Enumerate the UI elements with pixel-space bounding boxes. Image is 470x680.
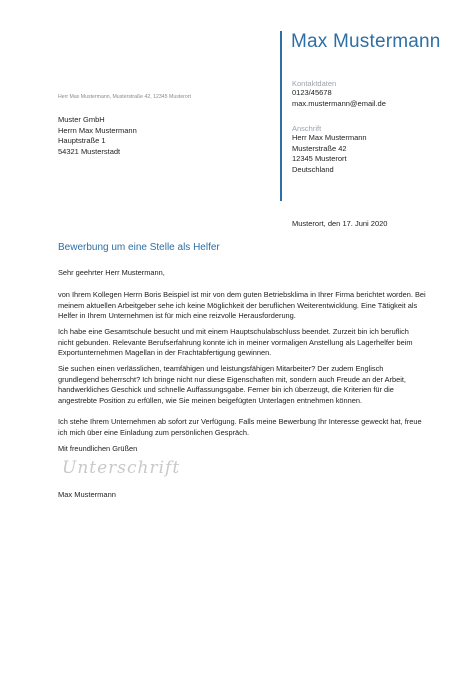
recipient-company: Muster GmbH (58, 115, 105, 124)
body-paragraph-1: von Ihrem Kollegen Herrn Boris Beispiel ist mir von dem guten Betriebsklima in Ihrer Firma berichtet worden. Bei meinem aktuellen Arbeitgeber sehe ich keine Möglichkeit der beruflichen Weiterentwicklung. Eine Tätigkeit als Helfer in Ihrem Unternehmen ist für mich eine reizvolle Herausforderung. (58, 290, 426, 320)
recipient-street: Hauptstraße 1 (58, 136, 106, 145)
letter-subject: Bewerbung um eine Stelle als Helfer (58, 242, 220, 253)
contact-phone: 0123/45678 (292, 88, 332, 97)
body-paragraph-4: Ich stehe Ihrem Unternehmen ab sofort zur Verfügung. Falls meine Bewerbung Ihr Interesse geweckt hat, freue ich mich über eine Einladung zum persönlichen Gespräch. (58, 417, 422, 437)
contact-email: max.mustermann@email.de (292, 98, 386, 108)
address-city: 12345 Musterort (292, 154, 347, 163)
address-label: Anschrift (292, 124, 322, 133)
salutation: Sehr geehrter Herr Mustermann, (58, 268, 165, 277)
signature: Unterschrift (62, 458, 181, 478)
signer-name: Max Mustermann (58, 490, 116, 499)
body-paragraph-3: Sie suchen einen verlässlichen, teamfähigen und leistungsfähigen Mitarbeiter? Der zudem Englisch grundlegend beherrscht? Ich bringe nicht nur diese Eigenschaften mit, sondern auch Freude an der Arbeit, handwerkliches Geschick und schnelle Auffassungsgabe. Ferner bin ich überzeugt, die Kriterien für die angestrebte Position zu erfüllen, wie Sie meinen beigefügten Unterlagen entnehmen können. (58, 364, 406, 405)
contact-label: Kontaktdaten (292, 79, 337, 88)
closing-phrase: Mit freundlichen Grüßen (58, 444, 138, 453)
recipient-person: Herrn Max Mustermann (58, 125, 137, 135)
address-name: Herr Max Mustermann (292, 133, 367, 142)
date-line: Musterort, den 17. Juni 2020 (292, 219, 388, 228)
sender-return-line: Herr Max Mustermann, Musterstraße 42, 12345 Musterort (58, 94, 191, 100)
applicant-name: Max Mustermann (291, 31, 441, 52)
body-paragraph-2: Ich habe eine Gesamtschule besucht und mit einem Hauptschulabschluss beendet. Zurzeit bin ich beruflich nicht gebunden. Relevante Berufserfahrung konnte ich in meiner vormaligen Anstellung als Lagerhelfer beim Exportunternehmen Magellan in der Frachtabfertigung gewinnen. (58, 327, 413, 357)
header-accent-bar (280, 31, 282, 201)
recipient-city: 54321 Musterstadt (58, 146, 121, 156)
address-country: Deutschland (292, 164, 334, 174)
recipient-block (58, 115, 137, 157)
address-street: Musterstraße 42 (292, 143, 347, 153)
